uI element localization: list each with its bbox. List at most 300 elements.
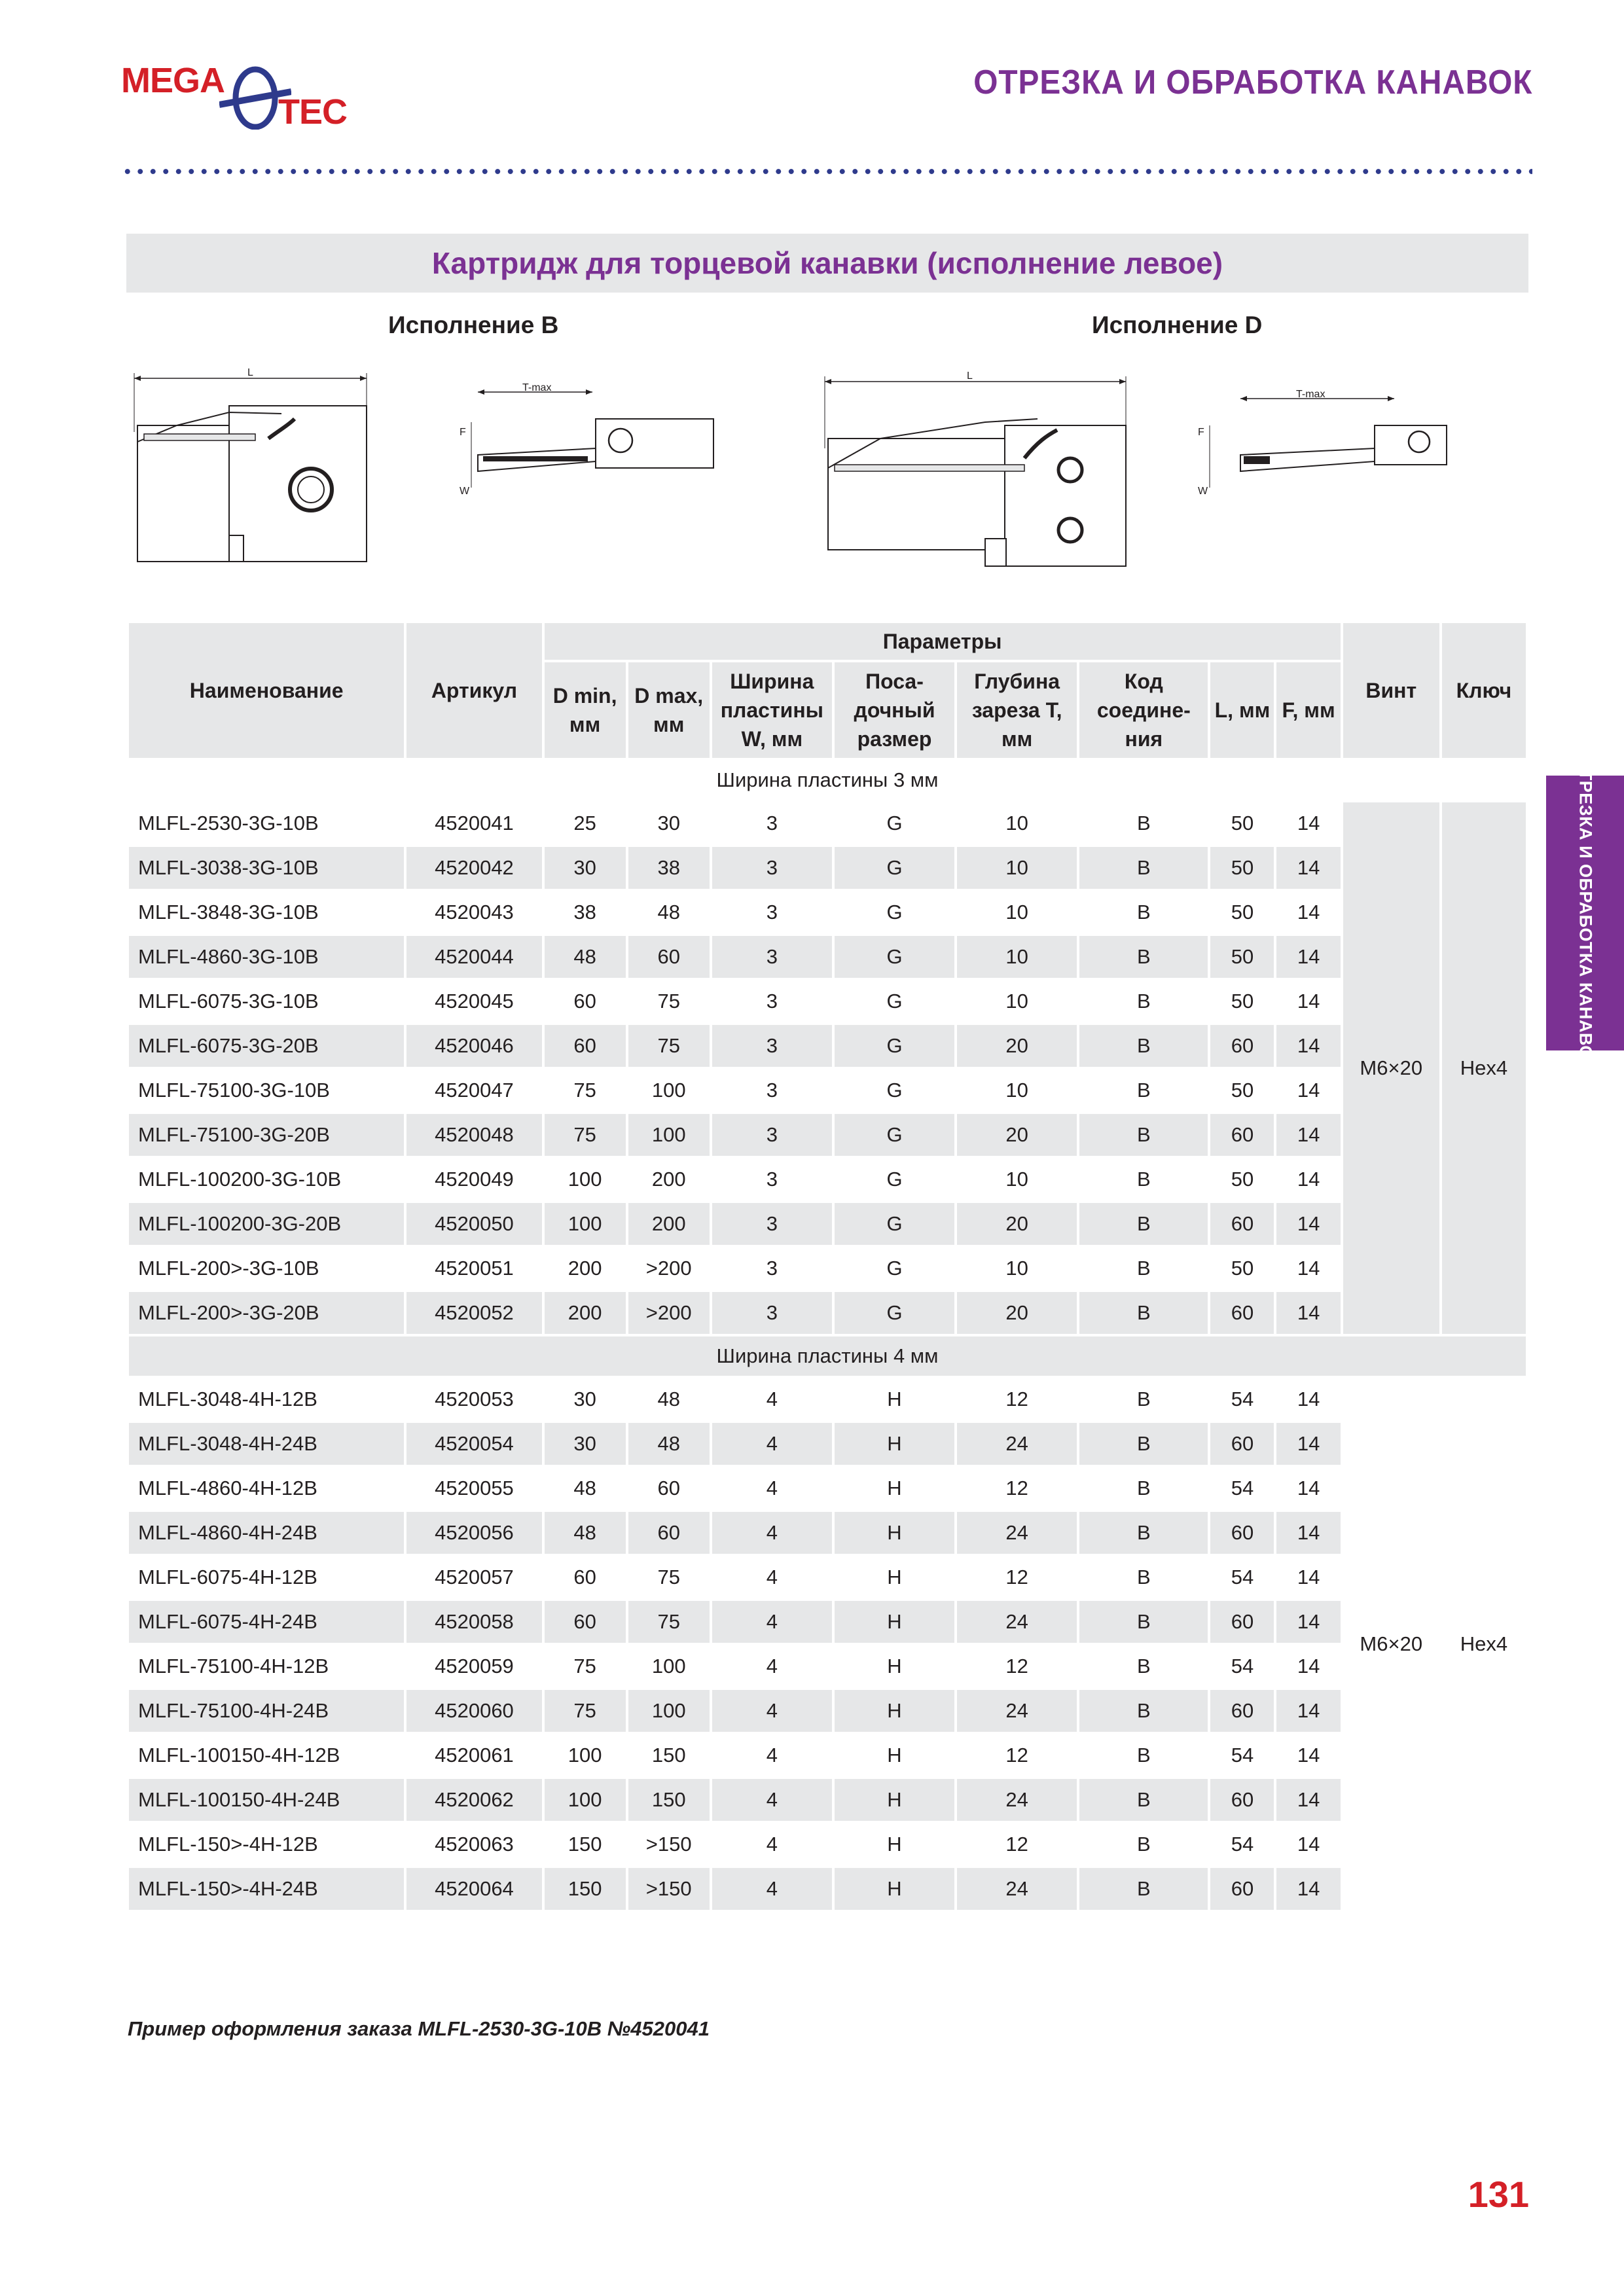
cell-value: 60 <box>545 1601 626 1643</box>
cell-value: 50 <box>1231 1079 1254 1102</box>
cell-value: 14 <box>1276 847 1340 889</box>
cell-article: 4520051 <box>435 1257 514 1280</box>
cell-article: 4520060 <box>406 1690 541 1732</box>
cell-value: G <box>886 812 903 834</box>
cell-value: 14 <box>1297 812 1320 834</box>
cell-value: 24 <box>957 1601 1077 1643</box>
cell-value: 75 <box>628 1025 710 1067</box>
cell-value: 4 <box>712 1779 832 1821</box>
cell-value: 48 <box>545 936 626 978</box>
header-key: Ключ <box>1442 623 1526 758</box>
cell-value: H <box>835 1601 954 1643</box>
cell-value: 4 <box>766 1566 778 1588</box>
cell-value: B <box>1079 1203 1208 1245</box>
cell-value: 60 <box>573 1566 596 1588</box>
table-row <box>129 1734 1526 1776</box>
cell-value: G <box>835 1025 954 1067</box>
cell-value: 75 <box>573 1079 596 1102</box>
cell-value: 14 <box>1276 936 1340 978</box>
table-row <box>129 1868 1526 1910</box>
cell-name: MLFL-150>-4H-12B <box>138 1833 318 1856</box>
variant-d-top-drawing <box>1178 389 1453 507</box>
cell-value: 200 <box>651 1168 686 1191</box>
cell-value: B <box>1136 1566 1151 1588</box>
cell-value: 60 <box>628 1512 710 1554</box>
cell-article: 4520061 <box>435 1744 514 1767</box>
table-row <box>129 1690 1526 1732</box>
dim-label-w-b: W <box>460 486 470 497</box>
cell-value: 12 <box>1005 1388 1028 1410</box>
cell-value: 4 <box>712 1423 832 1465</box>
table-row <box>129 1779 1526 1821</box>
variant-d-side-drawing <box>821 370 1129 579</box>
cell-value: H <box>887 1388 902 1410</box>
header-seat: Поса-дочный размер <box>835 662 954 758</box>
cell-value: 150 <box>568 1833 602 1856</box>
cell-value: H <box>887 1566 902 1588</box>
cell-value: G <box>835 1114 954 1156</box>
table-row <box>129 1025 1526 1067</box>
cell-value: 60 <box>1210 1423 1274 1465</box>
cell-value: 38 <box>628 847 710 889</box>
cell-value: H <box>835 1423 954 1465</box>
table-row <box>129 1069 1526 1111</box>
cell-value: 60 <box>1210 1868 1274 1910</box>
cell-value: 4 <box>712 1690 832 1732</box>
cell-value: 24 <box>957 1690 1077 1732</box>
cell-value: H <box>887 1833 902 1856</box>
cell-key: Hex4 <box>1442 1378 1526 1910</box>
cell-name: MLFL-75100-3G-10B <box>138 1079 330 1102</box>
cell-value: 12 <box>1005 1566 1028 1588</box>
cell-value: G <box>886 1168 903 1191</box>
cell-value: 4 <box>712 1601 832 1643</box>
cell-value: 60 <box>628 936 710 978</box>
cell-value: 14 <box>1276 1868 1340 1910</box>
table-row <box>129 847 1526 889</box>
header-article: Артикул <box>406 623 541 758</box>
table-row <box>129 1158 1526 1200</box>
megatec-logo <box>121 60 347 132</box>
cell-value: B <box>1136 901 1151 924</box>
cell-name: MLFL-3048-4H-12B <box>138 1388 317 1410</box>
cell-value: B <box>1136 1168 1151 1191</box>
cell-value: 60 <box>1210 1292 1274 1334</box>
cell-article: 4520058 <box>406 1601 541 1643</box>
cell-value: 100 <box>628 1114 710 1156</box>
table-row <box>129 1292 1526 1334</box>
cell-name: MLFL-6075-3G-20B <box>129 1025 404 1067</box>
cell-value: 50 <box>1231 1257 1254 1280</box>
table-row <box>129 891 1526 933</box>
cell-value: B <box>1136 1744 1151 1767</box>
cell-value: 75 <box>657 1566 680 1588</box>
dotted-divider <box>121 169 1532 174</box>
cell-value: 3 <box>712 1114 832 1156</box>
cell-article: 4520056 <box>406 1512 541 1554</box>
cell-name: MLFL-2530-3G-10B <box>138 812 319 834</box>
cell-value: 3 <box>712 1025 832 1067</box>
cell-value: B <box>1079 936 1208 978</box>
cell-value: 25 <box>573 812 596 834</box>
cell-article: 4520052 <box>406 1292 541 1334</box>
cell-value: 14 <box>1297 1744 1320 1767</box>
cell-value: B <box>1136 1257 1151 1280</box>
cell-value: 60 <box>657 1477 680 1499</box>
side-section-tab <box>1546 755 1624 1071</box>
group-subheader: Ширина пластины 3 мм <box>129 761 1526 800</box>
header-code: Код соедине-ния <box>1079 662 1208 758</box>
cell-value: 3 <box>766 1168 778 1191</box>
cell-value: 3 <box>766 901 778 924</box>
cell-screw: M6×20 <box>1343 1378 1439 1910</box>
cell-value: 200 <box>628 1203 710 1245</box>
cell-article: 4520064 <box>406 1868 541 1910</box>
cell-value: 3 <box>766 1079 778 1102</box>
cell-name: MLFL-200>-3G-20B <box>129 1292 404 1334</box>
cell-name: MLFL-3048-4H-24B <box>129 1423 404 1465</box>
cell-name: MLFL-75100-4H-24B <box>129 1690 404 1732</box>
cell-value: 100 <box>545 1203 626 1245</box>
cell-value: 100 <box>568 1168 602 1191</box>
cell-value: 50 <box>1231 990 1254 1013</box>
cell-value: B <box>1136 1477 1151 1499</box>
cell-value: 4 <box>712 1868 832 1910</box>
cell-value: 14 <box>1276 1690 1340 1732</box>
cell-value: >200 <box>645 1257 692 1280</box>
cell-value: 100 <box>568 1744 602 1767</box>
cell-value: 12 <box>1005 1744 1028 1767</box>
cell-value: 54 <box>1231 1477 1254 1499</box>
cell-value: B <box>1079 1601 1208 1643</box>
cell-value: 100 <box>651 1655 686 1677</box>
cell-name: MLFL-4860-4H-12B <box>138 1477 317 1499</box>
cell-name: MLFL-6075-3G-10B <box>138 990 319 1013</box>
side-section-tab-label: ОТРЕЗКА И ОБРАБОТКА КАНАВОК <box>1576 755 1595 1071</box>
cell-value: G <box>835 1292 954 1334</box>
cell-value: 14 <box>1297 901 1320 924</box>
cell-value: 50 <box>1231 812 1254 834</box>
dim-label-tmax-b: T-max <box>522 383 552 393</box>
cell-name: MLFL-3038-3G-10B <box>129 847 404 889</box>
cell-value: 24 <box>957 1512 1077 1554</box>
cell-article: 4520054 <box>406 1423 541 1465</box>
cell-article: 4520047 <box>435 1079 514 1102</box>
order-example-note: Пример оформления заказа MLFL-2530-3G-10B №4520041 <box>128 2017 710 2040</box>
cell-name: MLFL-200>-3G-10B <box>138 1257 319 1280</box>
cell-value: 75 <box>628 1601 710 1643</box>
table-row <box>129 1247 1526 1289</box>
cell-value: 100 <box>651 1079 686 1102</box>
cell-value: 60 <box>1210 1512 1274 1554</box>
cell-article: 4520044 <box>406 936 541 978</box>
table-row <box>129 1601 1526 1643</box>
header-params: Параметры <box>545 623 1341 660</box>
cell-value: 14 <box>1297 1477 1320 1499</box>
cell-value: 4 <box>766 1477 778 1499</box>
cell-value: B <box>1079 1690 1208 1732</box>
cell-value: 3 <box>712 936 832 978</box>
cell-value: H <box>835 1868 954 1910</box>
cell-value: 24 <box>957 1868 1077 1910</box>
cell-value: G <box>835 1203 954 1245</box>
cell-value: 14 <box>1297 1655 1320 1677</box>
table-row <box>129 980 1526 1022</box>
cell-value: 14 <box>1276 1114 1340 1156</box>
cell-name: MLFL-100150-4H-12B <box>138 1744 340 1767</box>
cell-value: 14 <box>1297 1388 1320 1410</box>
cell-value: 10 <box>957 847 1077 889</box>
cell-value: 54 <box>1231 1744 1254 1767</box>
cell-value: B <box>1079 1114 1208 1156</box>
logo-tec-text: TEC <box>278 92 347 132</box>
cell-value: B <box>1136 1388 1151 1410</box>
header-dmax: D max, мм <box>628 662 710 758</box>
dim-label-tmax-d: T-max <box>1296 389 1326 400</box>
cell-name: MLFL-100200-3G-20B <box>129 1203 404 1245</box>
cell-value: 54 <box>1231 1655 1254 1677</box>
cell-value: H <box>887 1655 902 1677</box>
header-name: Наименование <box>129 623 404 758</box>
cell-article: 4520063 <box>435 1833 514 1856</box>
cell-value: 4 <box>766 1388 778 1410</box>
cell-value: 54 <box>1231 1566 1254 1588</box>
cell-value: 14 <box>1297 1566 1320 1588</box>
cell-value: B <box>1079 1292 1208 1334</box>
cell-value: 38 <box>573 901 596 924</box>
cell-value: G <box>886 1079 903 1102</box>
cell-article: 4520046 <box>406 1025 541 1067</box>
header-width: Ширина пластины W, мм <box>712 662 832 758</box>
cell-value: 100 <box>628 1690 710 1732</box>
cell-value: 30 <box>573 1388 596 1410</box>
cell-value: 4 <box>766 1744 778 1767</box>
cell-name: MLFL-100150-4H-24B <box>129 1779 404 1821</box>
cell-article: 4520053 <box>435 1388 514 1410</box>
cell-value: >200 <box>628 1292 710 1334</box>
cell-value: B <box>1079 1779 1208 1821</box>
cell-value: 20 <box>957 1114 1077 1156</box>
dim-label-l-d: L <box>967 370 973 382</box>
cell-article: 4520050 <box>406 1203 541 1245</box>
cell-value: 200 <box>568 1257 602 1280</box>
variant-d-label: Исполнение D <box>1092 312 1263 338</box>
cell-value: B <box>1136 1079 1151 1102</box>
cell-value: 14 <box>1276 1512 1340 1554</box>
cell-value: 50 <box>1210 936 1274 978</box>
cell-value: 4 <box>712 1512 832 1554</box>
page-number: 131 <box>1468 2174 1529 2215</box>
cell-value: 54 <box>1231 1833 1254 1856</box>
cell-value: 14 <box>1276 1423 1340 1465</box>
cell-value: 10 <box>957 936 1077 978</box>
cell-value: 3 <box>766 990 778 1013</box>
cell-article: 4520062 <box>406 1779 541 1821</box>
section-header-title: ОТРЕЗКА И ОБРАБОТКА КАНАВОК <box>973 63 1532 101</box>
variant-b-label: Исполнение B <box>388 312 559 338</box>
cell-value: 3 <box>712 847 832 889</box>
table-row <box>129 802 1526 844</box>
cell-value: 10 <box>1005 1257 1028 1280</box>
cell-value: G <box>886 901 903 924</box>
cell-value: G <box>835 847 954 889</box>
variant-b-side-drawing <box>131 367 373 576</box>
table-row <box>129 1823 1526 1865</box>
cell-value: 48 <box>657 901 680 924</box>
group-subheader: Ширина пластины 4 мм <box>129 1336 1526 1376</box>
cell-value: 60 <box>1210 1203 1274 1245</box>
cell-value: 10 <box>1005 990 1028 1013</box>
cell-value: 20 <box>957 1292 1077 1334</box>
cell-value: B <box>1079 1423 1208 1465</box>
cell-value: 100 <box>545 1779 626 1821</box>
cell-value: 30 <box>657 812 680 834</box>
cell-value: 4 <box>766 1833 778 1856</box>
table-row <box>129 1512 1526 1554</box>
cell-name: MLFL-6075-4H-24B <box>129 1601 404 1643</box>
cell-value: 20 <box>957 1025 1077 1067</box>
cell-value: 75 <box>545 1114 626 1156</box>
cell-value: B <box>1136 1833 1151 1856</box>
cell-value: 14 <box>1276 1292 1340 1334</box>
cell-value: 60 <box>1210 1025 1274 1067</box>
spec-table <box>126 620 1528 1912</box>
header-screw: Винт <box>1343 623 1439 758</box>
cell-value: 14 <box>1276 1601 1340 1643</box>
product-title-bar <box>126 234 1528 293</box>
cell-value: 50 <box>1231 1168 1254 1191</box>
cell-value: B <box>1136 990 1151 1013</box>
cell-value: B <box>1079 1025 1208 1067</box>
cell-value: 50 <box>1210 847 1274 889</box>
cell-value: 60 <box>573 990 596 1013</box>
dim-label-f-b: F <box>460 427 466 438</box>
table-row <box>129 1423 1526 1465</box>
cell-name: MLFL-150>-4H-24B <box>129 1868 404 1910</box>
cell-value: 48 <box>545 1512 626 1554</box>
cell-value: 14 <box>1297 990 1320 1013</box>
cell-article: 4520049 <box>435 1168 514 1191</box>
cell-value: H <box>835 1690 954 1732</box>
cell-value: 20 <box>957 1203 1077 1245</box>
cell-name: MLFL-4860-4H-24B <box>129 1512 404 1554</box>
cell-article: 4520043 <box>435 901 514 924</box>
cell-value: H <box>835 1779 954 1821</box>
cell-value: B <box>1136 1655 1151 1677</box>
cell-name: MLFL-100200-3G-10B <box>138 1168 342 1191</box>
dim-label-w-d: W <box>1198 486 1208 497</box>
cell-article: 4520057 <box>435 1566 514 1588</box>
cell-value: B <box>1136 812 1151 834</box>
table-row <box>129 1114 1526 1156</box>
cell-name: MLFL-4860-3G-10B <box>129 936 404 978</box>
header-l: L, мм <box>1210 662 1274 758</box>
cell-value: 150 <box>651 1744 686 1767</box>
cell-value: 75 <box>657 990 680 1013</box>
cell-article: 4520042 <box>406 847 541 889</box>
cell-value: 60 <box>1210 1779 1274 1821</box>
cell-value: 14 <box>1276 1779 1340 1821</box>
cell-value: 14 <box>1297 1168 1320 1191</box>
cell-article: 4520045 <box>435 990 514 1013</box>
cell-value: 48 <box>573 1477 596 1499</box>
cell-name: MLFL-75100-3G-20B <box>129 1114 404 1156</box>
cell-article: 4520041 <box>435 812 514 834</box>
cell-value: >150 <box>628 1868 710 1910</box>
cell-name: MLFL-75100-4H-12B <box>138 1655 329 1677</box>
cell-value: 4 <box>766 1655 778 1677</box>
cell-name: MLFL-6075-4H-12B <box>138 1566 317 1588</box>
cell-screw: M6×20 <box>1343 802 1439 1334</box>
cell-value: 14 <box>1297 1257 1320 1280</box>
header-dmin: D min, мм <box>545 662 626 758</box>
cell-value: 24 <box>957 1423 1077 1465</box>
cell-value: 14 <box>1297 1079 1320 1102</box>
cell-value: 3 <box>766 1257 778 1280</box>
cell-value: B <box>1079 1868 1208 1910</box>
cell-value: 30 <box>545 847 626 889</box>
logo-mega-text: MEGA <box>121 61 225 100</box>
variant-b-top-drawing <box>452 383 727 501</box>
cell-value: 50 <box>1231 901 1254 924</box>
cell-value: 48 <box>628 1423 710 1465</box>
cell-value: B <box>1079 847 1208 889</box>
cell-value: 200 <box>545 1292 626 1334</box>
cell-value: 3 <box>712 1292 832 1334</box>
cell-value: 3 <box>712 1203 832 1245</box>
cell-value: 30 <box>545 1423 626 1465</box>
cell-value: 10 <box>1005 901 1028 924</box>
table-row <box>129 936 1526 978</box>
table-row <box>129 1467 1526 1509</box>
cell-value: G <box>886 990 903 1013</box>
cell-value: 14 <box>1276 1203 1340 1245</box>
table-row <box>129 1645 1526 1687</box>
cell-value: 60 <box>1210 1114 1274 1156</box>
cell-value: 75 <box>545 1690 626 1732</box>
cell-value: H <box>835 1512 954 1554</box>
table-row <box>129 1203 1526 1245</box>
cell-value: 10 <box>1005 812 1028 834</box>
cell-value: 12 <box>1005 1833 1028 1856</box>
cell-value: 24 <box>957 1779 1077 1821</box>
cell-value: G <box>835 936 954 978</box>
cell-value: 60 <box>1210 1690 1274 1732</box>
table-row <box>129 1378 1526 1420</box>
cell-value: 150 <box>545 1868 626 1910</box>
dim-label-f-d: F <box>1198 427 1204 438</box>
cell-value: 60 <box>545 1025 626 1067</box>
cell-value: H <box>887 1477 902 1499</box>
cell-value: 3 <box>766 812 778 834</box>
cell-value: 150 <box>628 1779 710 1821</box>
table-row <box>129 1556 1526 1598</box>
cell-name: MLFL-3848-3G-10B <box>138 901 319 924</box>
cell-value: 14 <box>1276 1025 1340 1067</box>
cell-value: 54 <box>1231 1388 1254 1410</box>
cell-value: 10 <box>1005 1079 1028 1102</box>
header-depth: Глубина зареза T, мм <box>957 662 1077 758</box>
cell-value: >150 <box>645 1833 692 1856</box>
cell-value: H <box>887 1744 902 1767</box>
cell-article: 4520055 <box>435 1477 514 1499</box>
cell-article: 4520059 <box>435 1655 514 1677</box>
cell-value: 14 <box>1297 1833 1320 1856</box>
cell-value: 60 <box>1210 1601 1274 1643</box>
cell-value: 48 <box>657 1388 680 1410</box>
cell-article: 4520048 <box>406 1114 541 1156</box>
dim-label-l: L <box>247 367 253 378</box>
